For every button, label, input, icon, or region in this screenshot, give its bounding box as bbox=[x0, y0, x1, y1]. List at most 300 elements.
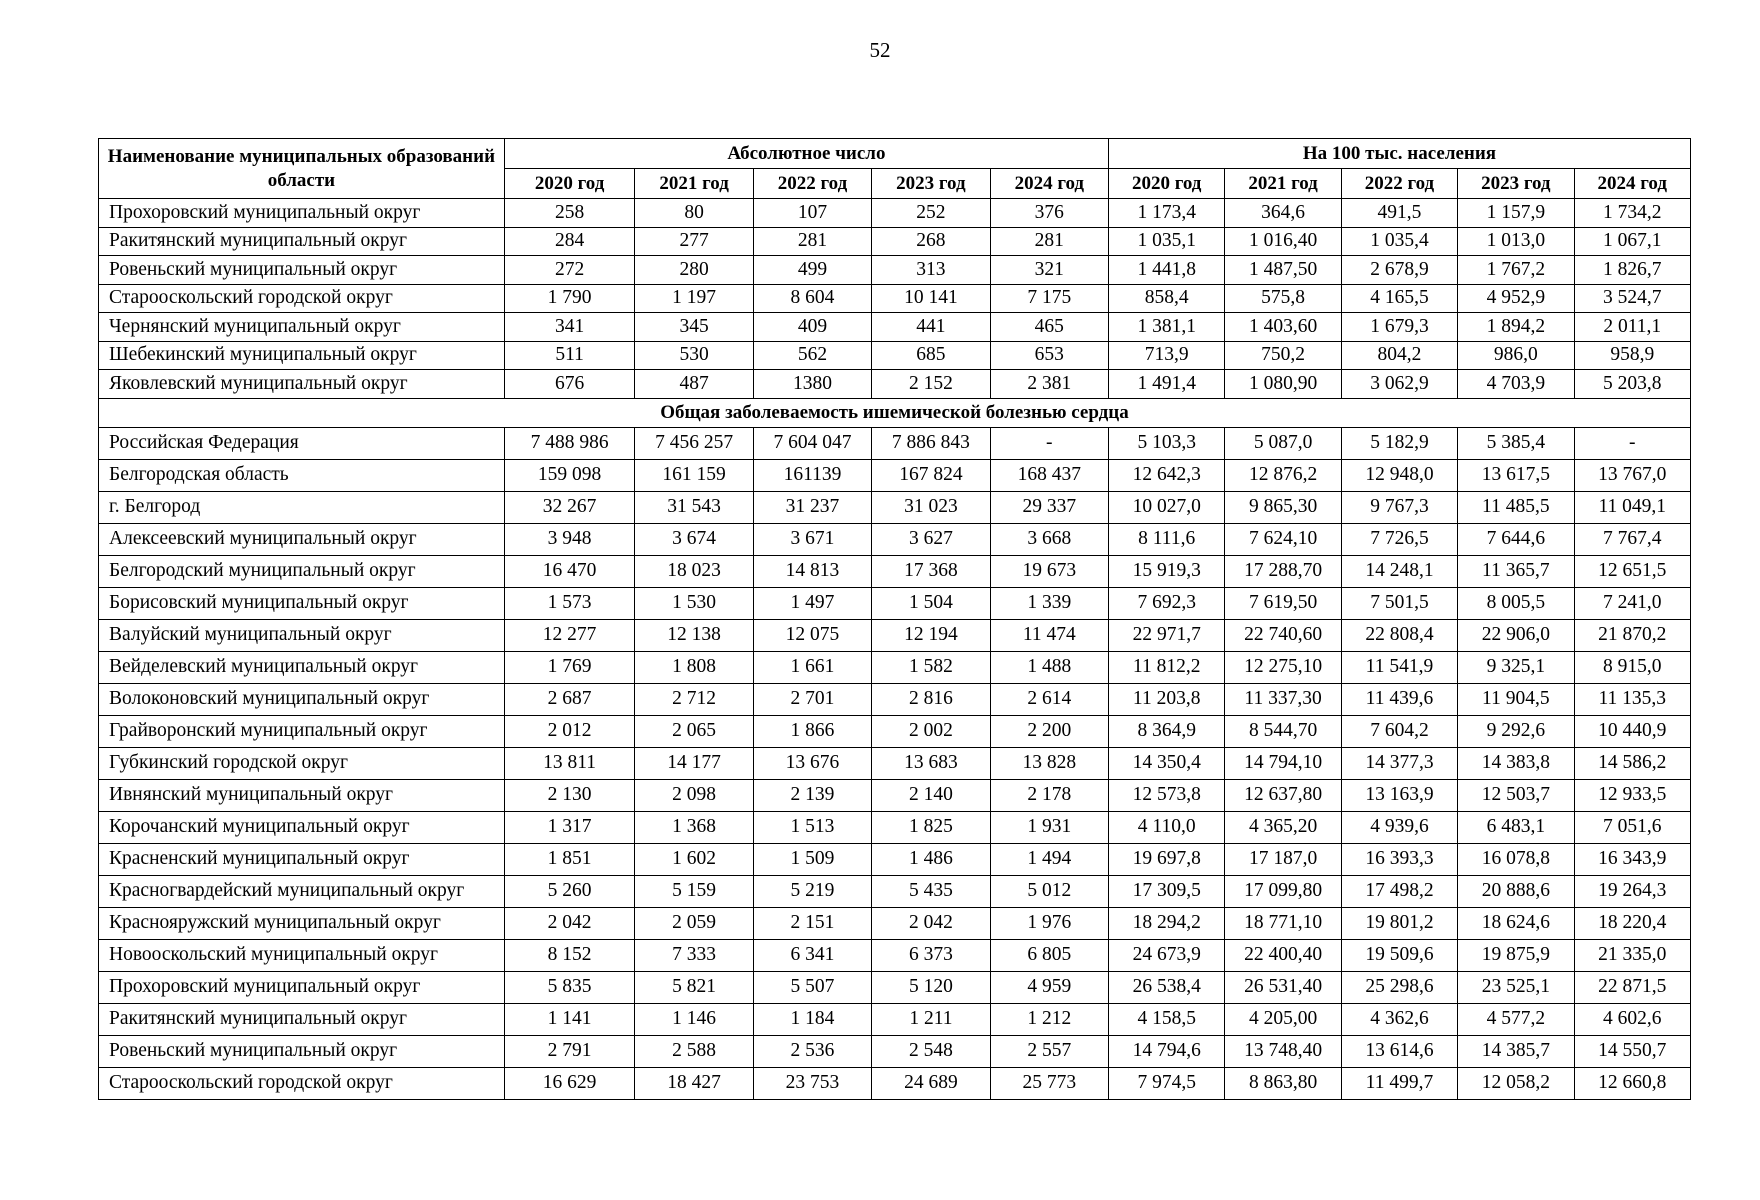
rate-value-cell: 21 335,0 bbox=[1574, 939, 1691, 971]
table-row bbox=[99, 779, 1691, 811]
rate-value-cell: 4 165,5 bbox=[1341, 284, 1457, 313]
absolute-value-cell: 80 bbox=[635, 199, 753, 228]
table-row bbox=[99, 199, 1691, 228]
absolute-value-cell: 2 042 bbox=[872, 907, 990, 939]
rate-value-cell: 5 203,8 bbox=[1574, 370, 1691, 399]
rate-value-cell: 1 679,3 bbox=[1341, 313, 1457, 342]
header-name-column: Наименование муниципальных образований области bbox=[99, 139, 505, 199]
municipality-name-cell: Алексеевский муниципальный округ bbox=[99, 523, 505, 555]
table-row bbox=[99, 370, 1691, 399]
rate-value-cell: 18 294,2 bbox=[1109, 907, 1225, 939]
municipality-name-cell: Белгородская область bbox=[99, 459, 505, 491]
absolute-value-cell: 2 140 bbox=[872, 779, 990, 811]
rate-value-cell: 17 099,80 bbox=[1225, 875, 1341, 907]
absolute-value-cell: 653 bbox=[990, 341, 1108, 370]
rate-value-cell: 12 503,7 bbox=[1458, 779, 1574, 811]
rate-value-cell: 1 826,7 bbox=[1574, 256, 1691, 285]
rate-value-cell: 14 794,10 bbox=[1225, 747, 1341, 779]
municipality-name-cell: Борисовский муниципальный округ bbox=[99, 587, 505, 619]
absolute-value-cell: 1 211 bbox=[872, 1003, 990, 1035]
rate-value-cell: 1 016,40 bbox=[1225, 227, 1341, 256]
absolute-value-cell: 18 023 bbox=[635, 555, 753, 587]
absolute-value-cell: 341 bbox=[504, 313, 635, 342]
absolute-value-cell: 281 bbox=[990, 227, 1108, 256]
table-body-ischemic-section bbox=[99, 427, 1691, 1099]
rate-value-cell: 14 794,6 bbox=[1109, 1035, 1225, 1067]
rate-value-cell: 12 876,2 bbox=[1225, 459, 1341, 491]
rate-value-cell: 9 292,6 bbox=[1458, 715, 1574, 747]
rate-value-cell: 11 135,3 bbox=[1574, 683, 1691, 715]
rate-value-cell: 6 483,1 bbox=[1458, 811, 1574, 843]
absolute-value-cell: 7 488 986 bbox=[504, 427, 635, 459]
rate-value-cell: 15 919,3 bbox=[1109, 555, 1225, 587]
rate-value-cell: 10 027,0 bbox=[1109, 491, 1225, 523]
rate-value-cell: 17 187,0 bbox=[1225, 843, 1341, 875]
rate-value-cell: 11 485,5 bbox=[1458, 491, 1574, 523]
absolute-value-cell: 16 470 bbox=[504, 555, 635, 587]
rate-value-cell: 18 771,10 bbox=[1225, 907, 1341, 939]
absolute-value-cell: 32 267 bbox=[504, 491, 635, 523]
table-row bbox=[99, 683, 1691, 715]
absolute-value-cell: 1 582 bbox=[872, 651, 990, 683]
rate-value-cell: 8 863,80 bbox=[1225, 1067, 1341, 1099]
absolute-value-cell: 321 bbox=[990, 256, 1108, 285]
rate-value-cell: 5 087,0 bbox=[1225, 427, 1341, 459]
absolute-value-cell: 3 668 bbox=[990, 523, 1108, 555]
absolute-value-cell: 24 689 bbox=[872, 1067, 990, 1099]
rate-value-cell: 7 767,4 bbox=[1574, 523, 1691, 555]
absolute-value-cell: 280 bbox=[635, 256, 753, 285]
municipality-name-cell: Вейделевский муниципальный округ bbox=[99, 651, 505, 683]
absolute-value-cell: 1 825 bbox=[872, 811, 990, 843]
rate-value-cell: 7 726,5 bbox=[1341, 523, 1457, 555]
absolute-value-cell: 3 948 bbox=[504, 523, 635, 555]
absolute-value-cell: 1 808 bbox=[635, 651, 753, 683]
table-row bbox=[99, 619, 1691, 651]
absolute-value-cell: 1 317 bbox=[504, 811, 635, 843]
header-rate-year: 2021 год bbox=[1225, 169, 1341, 199]
table-row bbox=[99, 227, 1691, 256]
municipality-name-cell: Старооскольский городской округ bbox=[99, 284, 505, 313]
absolute-value-cell: 1 212 bbox=[990, 1003, 1108, 1035]
rate-value-cell: 1 381,1 bbox=[1109, 313, 1225, 342]
absolute-value-cell: 268 bbox=[872, 227, 990, 256]
absolute-value-cell: 2 200 bbox=[990, 715, 1108, 747]
municipality-name-cell: Ракитянский муниципальный округ bbox=[99, 1003, 505, 1035]
rate-value-cell: 1 080,90 bbox=[1225, 370, 1341, 399]
absolute-value-cell: 1 769 bbox=[504, 651, 635, 683]
municipality-name-cell: Прохоровский муниципальный округ bbox=[99, 971, 505, 1003]
rate-value-cell: 4 703,9 bbox=[1458, 370, 1574, 399]
municipality-name-cell: Новооскольский муниципальный округ bbox=[99, 939, 505, 971]
rate-value-cell: 19 509,6 bbox=[1341, 939, 1457, 971]
absolute-value-cell: 2 098 bbox=[635, 779, 753, 811]
absolute-value-cell: 277 bbox=[635, 227, 753, 256]
rate-value-cell: 22 871,5 bbox=[1574, 971, 1691, 1003]
absolute-value-cell: 7 886 843 bbox=[872, 427, 990, 459]
absolute-value-cell: 376 bbox=[990, 199, 1108, 228]
rate-value-cell: 7 624,10 bbox=[1225, 523, 1341, 555]
rate-value-cell: 22 971,7 bbox=[1109, 619, 1225, 651]
absolute-value-cell: 685 bbox=[872, 341, 990, 370]
absolute-value-cell: 161 159 bbox=[635, 459, 753, 491]
rate-value-cell: 14 377,3 bbox=[1341, 747, 1457, 779]
rate-value-cell: 12 651,5 bbox=[1574, 555, 1691, 587]
absolute-value-cell: 19 673 bbox=[990, 555, 1108, 587]
absolute-value-cell: 7 456 257 bbox=[635, 427, 753, 459]
absolute-value-cell: 2 065 bbox=[635, 715, 753, 747]
absolute-value-cell: 5 260 bbox=[504, 875, 635, 907]
municipality-name-cell: Губкинский городской округ bbox=[99, 747, 505, 779]
municipality-name-cell: Прохоровский муниципальный округ bbox=[99, 199, 505, 228]
absolute-value-cell: 3 671 bbox=[753, 523, 871, 555]
absolute-value-cell: 2 012 bbox=[504, 715, 635, 747]
rate-value-cell: 11 365,7 bbox=[1458, 555, 1574, 587]
rate-value-cell: 8 111,6 bbox=[1109, 523, 1225, 555]
absolute-value-cell: 487 bbox=[635, 370, 753, 399]
absolute-value-cell: 1 488 bbox=[990, 651, 1108, 683]
rate-value-cell: 12 660,8 bbox=[1574, 1067, 1691, 1099]
header-abs-year: 2024 год bbox=[990, 169, 1108, 199]
rate-value-cell: 12 642,3 bbox=[1109, 459, 1225, 491]
absolute-value-cell: 3 627 bbox=[872, 523, 990, 555]
rate-value-cell: 2 678,9 bbox=[1341, 256, 1457, 285]
absolute-value-cell: 6 805 bbox=[990, 939, 1108, 971]
rate-value-cell: 7 051,6 bbox=[1574, 811, 1691, 843]
rate-value-cell: 958,9 bbox=[1574, 341, 1691, 370]
absolute-value-cell: 1 146 bbox=[635, 1003, 753, 1035]
absolute-value-cell: 7 333 bbox=[635, 939, 753, 971]
rate-value-cell: 11 203,8 bbox=[1109, 683, 1225, 715]
rate-value-cell: 4 205,00 bbox=[1225, 1003, 1341, 1035]
rate-value-cell: 7 619,50 bbox=[1225, 587, 1341, 619]
municipality-name-cell: Российская Федерация bbox=[99, 427, 505, 459]
table-row bbox=[99, 939, 1691, 971]
absolute-value-cell: 31 543 bbox=[635, 491, 753, 523]
absolute-value-cell: 14 813 bbox=[753, 555, 871, 587]
table-row bbox=[99, 971, 1691, 1003]
rate-value-cell: 7 974,5 bbox=[1109, 1067, 1225, 1099]
absolute-value-cell: 16 629 bbox=[504, 1067, 635, 1099]
absolute-value-cell: 14 177 bbox=[635, 747, 753, 779]
header-abs-year: 2021 год bbox=[635, 169, 753, 199]
municipality-name-cell: Шебекинский муниципальный округ bbox=[99, 341, 505, 370]
rate-value-cell: 17 309,5 bbox=[1109, 875, 1225, 907]
table-row bbox=[99, 555, 1691, 587]
rate-value-cell: 11 439,6 bbox=[1341, 683, 1457, 715]
absolute-value-cell: 6 341 bbox=[753, 939, 871, 971]
table-row bbox=[99, 427, 1691, 459]
rate-value-cell: 17 498,2 bbox=[1341, 875, 1457, 907]
absolute-value-cell: 1 976 bbox=[990, 907, 1108, 939]
absolute-value-cell: 313 bbox=[872, 256, 990, 285]
absolute-value-cell: 8 152 bbox=[504, 939, 635, 971]
absolute-value-cell: 8 604 bbox=[753, 284, 871, 313]
section-title: Общая заболеваемость ишемической болезнью сердца bbox=[99, 398, 1691, 427]
rate-value-cell: 13 163,9 bbox=[1341, 779, 1457, 811]
rate-value-cell: 364,6 bbox=[1225, 199, 1341, 228]
municipality-name-cell: Ровеньский муниципальный округ bbox=[99, 1035, 505, 1067]
rate-value-cell: 575,8 bbox=[1225, 284, 1341, 313]
municipality-name-cell: Волоконовский муниципальный округ bbox=[99, 683, 505, 715]
absolute-value-cell: 2 701 bbox=[753, 683, 871, 715]
rate-value-cell: 11 049,1 bbox=[1574, 491, 1691, 523]
header-rate-year: 2024 год bbox=[1574, 169, 1691, 199]
table-row bbox=[99, 587, 1691, 619]
rate-value-cell: 10 440,9 bbox=[1574, 715, 1691, 747]
absolute-value-cell: 2 614 bbox=[990, 683, 1108, 715]
morbidity-table bbox=[98, 138, 1691, 1100]
rate-value-cell: 9 767,3 bbox=[1341, 491, 1457, 523]
absolute-value-cell: 465 bbox=[990, 313, 1108, 342]
rate-value-cell: 9 325,1 bbox=[1458, 651, 1574, 683]
rate-value-cell: 14 350,4 bbox=[1109, 747, 1225, 779]
absolute-value-cell: 12 194 bbox=[872, 619, 990, 651]
rate-value-cell: 5 385,4 bbox=[1458, 427, 1574, 459]
absolute-value-cell: 10 141 bbox=[872, 284, 990, 313]
rate-value-cell: 22 906,0 bbox=[1458, 619, 1574, 651]
header-rate-year: 2023 год bbox=[1458, 169, 1574, 199]
rate-value-cell: 1 173,4 bbox=[1109, 199, 1225, 228]
rate-value-cell: 13 617,5 bbox=[1458, 459, 1574, 491]
rate-value-cell: 1 403,60 bbox=[1225, 313, 1341, 342]
absolute-value-cell: 12 138 bbox=[635, 619, 753, 651]
absolute-value-cell: - bbox=[990, 427, 1108, 459]
absolute-value-cell: 12 075 bbox=[753, 619, 871, 651]
municipality-name-cell: Яковлевский муниципальный округ bbox=[99, 370, 505, 399]
absolute-value-cell: 5 507 bbox=[753, 971, 871, 1003]
absolute-value-cell: 252 bbox=[872, 199, 990, 228]
rate-value-cell: 5 182,9 bbox=[1341, 427, 1457, 459]
rate-value-cell: 1 767,2 bbox=[1458, 256, 1574, 285]
absolute-value-cell: 530 bbox=[635, 341, 753, 370]
rate-value-cell: 16 343,9 bbox=[1574, 843, 1691, 875]
rate-value-cell: 7 241,0 bbox=[1574, 587, 1691, 619]
statistics-table-container bbox=[98, 138, 1691, 1100]
absolute-value-cell: 159 098 bbox=[504, 459, 635, 491]
rate-value-cell: 3 524,7 bbox=[1574, 284, 1691, 313]
absolute-value-cell: 13 683 bbox=[872, 747, 990, 779]
rate-value-cell: 4 365,20 bbox=[1225, 811, 1341, 843]
rate-value-cell: 4 158,5 bbox=[1109, 1003, 1225, 1035]
municipality-name-cell: Старооскольский городской округ bbox=[99, 1067, 505, 1099]
absolute-value-cell: 5 159 bbox=[635, 875, 753, 907]
absolute-value-cell: 2 152 bbox=[872, 370, 990, 399]
header-per100k-group: На 100 тыс. населения bbox=[1109, 139, 1691, 169]
absolute-value-cell: 2 139 bbox=[753, 779, 871, 811]
absolute-value-cell: 1 661 bbox=[753, 651, 871, 683]
rate-value-cell: 804,2 bbox=[1341, 341, 1457, 370]
rate-value-cell: 19 875,9 bbox=[1458, 939, 1574, 971]
rate-value-cell: 14 383,8 bbox=[1458, 747, 1574, 779]
absolute-value-cell: 1 866 bbox=[753, 715, 871, 747]
absolute-value-cell: 1 573 bbox=[504, 587, 635, 619]
absolute-value-cell: 2 816 bbox=[872, 683, 990, 715]
absolute-value-cell: 29 337 bbox=[990, 491, 1108, 523]
rate-value-cell: 1 035,1 bbox=[1109, 227, 1225, 256]
municipality-name-cell: Ивнянский муниципальный округ bbox=[99, 779, 505, 811]
rate-value-cell: 2 011,1 bbox=[1574, 313, 1691, 342]
rate-value-cell: 12 275,10 bbox=[1225, 651, 1341, 683]
municipality-name-cell: Белгородский муниципальный округ bbox=[99, 555, 505, 587]
absolute-value-cell: 13 828 bbox=[990, 747, 1108, 779]
absolute-value-cell: 2 557 bbox=[990, 1035, 1108, 1067]
table-body-previous-section bbox=[99, 199, 1691, 399]
rate-value-cell: 11 904,5 bbox=[1458, 683, 1574, 715]
rate-value-cell: 22 808,4 bbox=[1341, 619, 1457, 651]
absolute-value-cell: 2 178 bbox=[990, 779, 1108, 811]
municipality-name-cell: Чернянский муниципальный округ bbox=[99, 313, 505, 342]
absolute-value-cell: 409 bbox=[753, 313, 871, 342]
rate-value-cell: 22 740,60 bbox=[1225, 619, 1341, 651]
absolute-value-cell: 5 835 bbox=[504, 971, 635, 1003]
rate-value-cell: 8 005,5 bbox=[1458, 587, 1574, 619]
absolute-value-cell: 5 012 bbox=[990, 875, 1108, 907]
rate-value-cell: 1 894,2 bbox=[1458, 313, 1574, 342]
absolute-value-cell: 1 509 bbox=[753, 843, 871, 875]
rate-value-cell: 22 400,40 bbox=[1225, 939, 1341, 971]
table-row bbox=[99, 459, 1691, 491]
rate-value-cell: 17 288,70 bbox=[1225, 555, 1341, 587]
municipality-name-cell: Корочанский муниципальный округ bbox=[99, 811, 505, 843]
rate-value-cell: 19 264,3 bbox=[1574, 875, 1691, 907]
absolute-value-cell: 7 175 bbox=[990, 284, 1108, 313]
rate-value-cell: 20 888,6 bbox=[1458, 875, 1574, 907]
header-abs-year: 2023 год bbox=[872, 169, 990, 199]
absolute-value-cell: 23 753 bbox=[753, 1067, 871, 1099]
absolute-value-cell: 25 773 bbox=[990, 1067, 1108, 1099]
absolute-value-cell: 345 bbox=[635, 313, 753, 342]
header-abs-year: 2020 год bbox=[504, 169, 635, 199]
rate-value-cell: 12 933,5 bbox=[1574, 779, 1691, 811]
rate-value-cell: 13 767,0 bbox=[1574, 459, 1691, 491]
absolute-value-cell: 258 bbox=[504, 199, 635, 228]
rate-value-cell: 5 103,3 bbox=[1109, 427, 1225, 459]
table-row bbox=[99, 747, 1691, 779]
absolute-value-cell: 2 002 bbox=[872, 715, 990, 747]
absolute-value-cell: 1 513 bbox=[753, 811, 871, 843]
absolute-value-cell: 1 339 bbox=[990, 587, 1108, 619]
rate-value-cell: 21 870,2 bbox=[1574, 619, 1691, 651]
absolute-value-cell: 5 435 bbox=[872, 875, 990, 907]
rate-value-cell: 4 939,6 bbox=[1341, 811, 1457, 843]
rate-value-cell: 4 602,6 bbox=[1574, 1003, 1691, 1035]
rate-value-cell: 11 337,30 bbox=[1225, 683, 1341, 715]
absolute-value-cell: 499 bbox=[753, 256, 871, 285]
page-number: 52 bbox=[869, 38, 891, 62]
absolute-value-cell: 676 bbox=[504, 370, 635, 399]
absolute-value-cell: 1380 bbox=[753, 370, 871, 399]
absolute-value-cell: 7 604 047 bbox=[753, 427, 871, 459]
rate-value-cell: 12 058,2 bbox=[1458, 1067, 1574, 1099]
rate-value-cell: 13 614,6 bbox=[1341, 1035, 1457, 1067]
absolute-value-cell: 3 674 bbox=[635, 523, 753, 555]
absolute-value-cell: 161139 bbox=[753, 459, 871, 491]
rate-value-cell: 7 644,6 bbox=[1458, 523, 1574, 555]
municipality-name-cell: Ракитянский муниципальный округ bbox=[99, 227, 505, 256]
rate-value-cell: 1 441,8 bbox=[1109, 256, 1225, 285]
rate-value-cell: 491,5 bbox=[1341, 199, 1457, 228]
municipality-name-cell: Ровеньский муниципальный округ bbox=[99, 256, 505, 285]
absolute-value-cell: 2 042 bbox=[504, 907, 635, 939]
absolute-value-cell: 11 474 bbox=[990, 619, 1108, 651]
rate-value-cell: 14 550,7 bbox=[1574, 1035, 1691, 1067]
rate-value-cell: 24 673,9 bbox=[1109, 939, 1225, 971]
absolute-value-cell: 1 497 bbox=[753, 587, 871, 619]
rate-value-cell: 19 697,8 bbox=[1109, 843, 1225, 875]
rate-value-cell: 13 748,40 bbox=[1225, 1035, 1341, 1067]
rate-value-cell: 4 577,2 bbox=[1458, 1003, 1574, 1035]
absolute-value-cell: 13 811 bbox=[504, 747, 635, 779]
absolute-value-cell: 18 427 bbox=[635, 1067, 753, 1099]
table-row bbox=[99, 1035, 1691, 1067]
header-abs-year: 2022 год bbox=[753, 169, 871, 199]
absolute-value-cell: 441 bbox=[872, 313, 990, 342]
rate-value-cell: 12 573,8 bbox=[1109, 779, 1225, 811]
absolute-value-cell: 1 494 bbox=[990, 843, 1108, 875]
table-row bbox=[99, 523, 1691, 555]
rate-value-cell: - bbox=[1574, 427, 1691, 459]
rate-value-cell: 8 915,0 bbox=[1574, 651, 1691, 683]
rate-value-cell: 8 544,70 bbox=[1225, 715, 1341, 747]
absolute-value-cell: 2 151 bbox=[753, 907, 871, 939]
table-row bbox=[99, 1003, 1691, 1035]
municipality-name-cell: г. Белгород bbox=[99, 491, 505, 523]
absolute-value-cell: 6 373 bbox=[872, 939, 990, 971]
rate-value-cell: 12 637,80 bbox=[1225, 779, 1341, 811]
rate-value-cell: 7 501,5 bbox=[1341, 587, 1457, 619]
absolute-value-cell: 2 130 bbox=[504, 779, 635, 811]
rate-value-cell: 1 491,4 bbox=[1109, 370, 1225, 399]
rate-value-cell: 3 062,9 bbox=[1341, 370, 1457, 399]
absolute-value-cell: 2 536 bbox=[753, 1035, 871, 1067]
absolute-value-cell: 2 712 bbox=[635, 683, 753, 715]
table-row bbox=[99, 341, 1691, 370]
rate-value-cell: 1 013,0 bbox=[1458, 227, 1574, 256]
absolute-value-cell: 1 368 bbox=[635, 811, 753, 843]
absolute-value-cell: 2 381 bbox=[990, 370, 1108, 399]
absolute-value-cell: 1 602 bbox=[635, 843, 753, 875]
municipality-name-cell: Красненский муниципальный округ bbox=[99, 843, 505, 875]
table-row bbox=[99, 811, 1691, 843]
rate-value-cell: 7 692,3 bbox=[1109, 587, 1225, 619]
rate-value-cell: 1 035,4 bbox=[1341, 227, 1457, 256]
absolute-value-cell: 1 197 bbox=[635, 284, 753, 313]
header-rate-year: 2022 год bbox=[1341, 169, 1457, 199]
rate-value-cell: 26 531,40 bbox=[1225, 971, 1341, 1003]
absolute-value-cell: 1 141 bbox=[504, 1003, 635, 1035]
absolute-value-cell: 2 548 bbox=[872, 1035, 990, 1067]
rate-value-cell: 858,4 bbox=[1109, 284, 1225, 313]
absolute-value-cell: 1 486 bbox=[872, 843, 990, 875]
table-row bbox=[99, 875, 1691, 907]
absolute-value-cell: 31 237 bbox=[753, 491, 871, 523]
rate-value-cell: 1 157,9 bbox=[1458, 199, 1574, 228]
rate-value-cell: 750,2 bbox=[1225, 341, 1341, 370]
rate-value-cell: 16 393,3 bbox=[1341, 843, 1457, 875]
table-row bbox=[99, 907, 1691, 939]
absolute-value-cell: 5 821 bbox=[635, 971, 753, 1003]
absolute-value-cell: 1 184 bbox=[753, 1003, 871, 1035]
absolute-value-cell: 2 791 bbox=[504, 1035, 635, 1067]
absolute-value-cell: 168 437 bbox=[990, 459, 1108, 491]
absolute-value-cell: 13 676 bbox=[753, 747, 871, 779]
absolute-value-cell: 107 bbox=[753, 199, 871, 228]
absolute-value-cell: 167 824 bbox=[872, 459, 990, 491]
section-row bbox=[99, 398, 1691, 427]
absolute-value-cell: 1 530 bbox=[635, 587, 753, 619]
table-row bbox=[99, 843, 1691, 875]
